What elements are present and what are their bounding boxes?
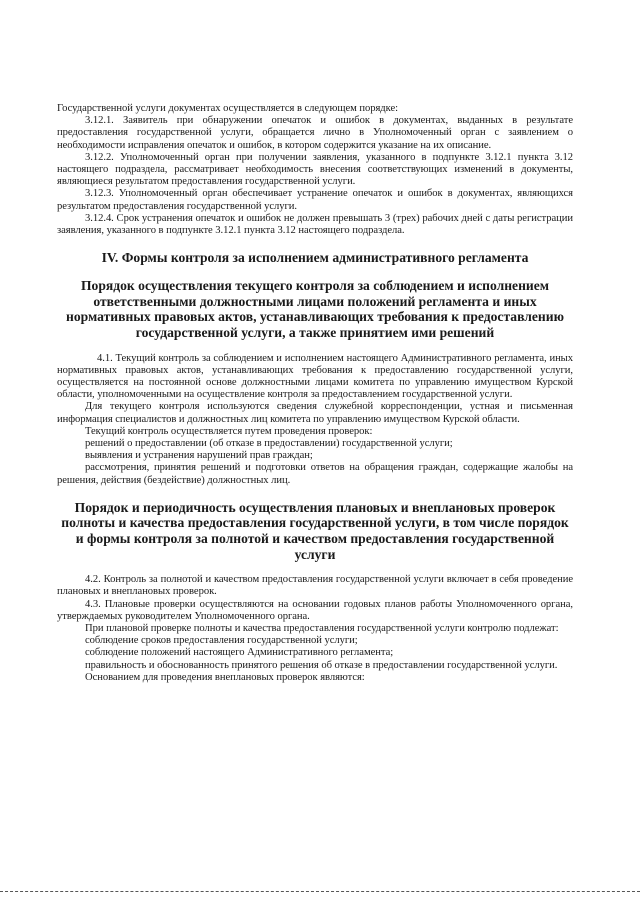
paragraph-4-1-item-2: выявления и устранения нарушений прав граждан;	[85, 450, 313, 462]
paragraph-4-1-sources: Для текущего контроля используются сведения служебной корреспонденции, устная и письменная информация специалистов и должностных лиц комитета по управлению имуществом Курской области.	[57, 401, 573, 425]
section-iv-heading: IV. Формы контроля за исполнением административного регламента	[101, 250, 529, 266]
paragraph-4-1-item-3: рассмотрения, принятия решений и подготовки ответов на обращения граждан, содержащие жалобы на решения, действия (бездействие) должностных лиц.	[57, 462, 573, 486]
paragraph-4-3-item-3: правильность и обоснованность принятого решения об отказе в предоставлении государственной услуги.	[85, 659, 558, 671]
paragraph-4-1-checks: Текущий контроль осуществляется путем проведения проверок:	[85, 425, 373, 437]
paragraph-4-3-subject: При плановой проверке полноты и качества предоставления государственной услуги контролю подлежат:	[85, 623, 559, 635]
scan-edge-line	[0, 891, 640, 892]
paragraph-4-1-item-1: решений о предоставлении (об отказе в предоставлении) государственной услуги;	[85, 438, 453, 450]
paragraph-4-1: 4.1. Текущий контроль за соблюдением и исполнением настоящего Административного регламента, иных нормативных правовых актов, устанавливающих требования к предоставлению государственной услуги, осуществляется на постоянной основе должностными лицами комитета по управлению имуществом Курской области, уполномоченными на осуществление контроля за предоставлением государственной услуги.	[57, 352, 573, 401]
subsection-current-control-heading: Порядок осуществления текущего контроля за соблюдением и исполнением ответственными должностными лицами положений регламента и иных нормативных правовых актов, устанавливающих требования к предоставлению государственной услуги, а также принятием ими решений	[66, 278, 564, 341]
paragraph-3-12-intro: Государственной услуги документах осуществляется в следующем порядке:	[57, 103, 399, 114]
paragraph-3-12-2: 3.12.2. Уполномоченный орган при получении заявления, указанного в подпункте 3.12.1 пункта 3.12 настоящего подраздела, рассматривает необходимость внесения соответствующих изменений в документы, являющиеся результатом предоставления государственной услуги.	[57, 151, 573, 188]
paragraph-4-2: 4.2. Контроль за полнотой и качеством предоставления государственной услуги включает в себя проведение плановых и внеплановых проверок.	[57, 574, 573, 598]
paragraph-3-12-4: 3.12.4. Срок устранения опечаток и ошибок не должен превышать 3 (трех) рабочих дней с даты регистрации заявления, указанного в подпункте 3.12.1 пункта 3.12 настоящего подраздела.	[57, 212, 573, 237]
paragraph-3-12-1: 3.12.1. Заявитель при обнаружении опечаток и ошибок в документах, выданных в результате предоставления государственной услуги, обращается лично в Уполномоченный орган с заявлением о необходимости исправления опечаток и ошибок, в котором содержится указание на их описание.	[57, 115, 573, 151]
document-body	[57, 103, 573, 684]
paragraph-4-3-item-2: соблюдение положений настоящего Административного регламента;	[85, 647, 394, 659]
paragraph-4-3-unplanned: Основанием для проведения внеплановых проверок являются:	[85, 671, 365, 683]
paragraph-4-3: 4.3. Плановые проверки осуществляются на основании годовых планов работы Уполномоченного органа, утверждаемых руководителем Уполномоченного органа.	[57, 598, 573, 622]
subsection-inspections-heading: Порядок и периодичность осуществления плановых и внеплановых проверок полноты и качества предоставления государственной услуги, в том числе порядок и формы контроля за полнотой и качеством предоставления государственной услуги	[61, 499, 569, 562]
paragraph-3-12-3: 3.12.3. Уполномоченный орган обеспечивает устранение опечаток и ошибок в документах, являющихся результатом предоставления государственной услуги.	[57, 188, 573, 212]
spacer	[57, 487, 573, 500]
paragraph-4-3-item-1: соблюдение сроков предоставления государственной услуги;	[85, 635, 358, 647]
